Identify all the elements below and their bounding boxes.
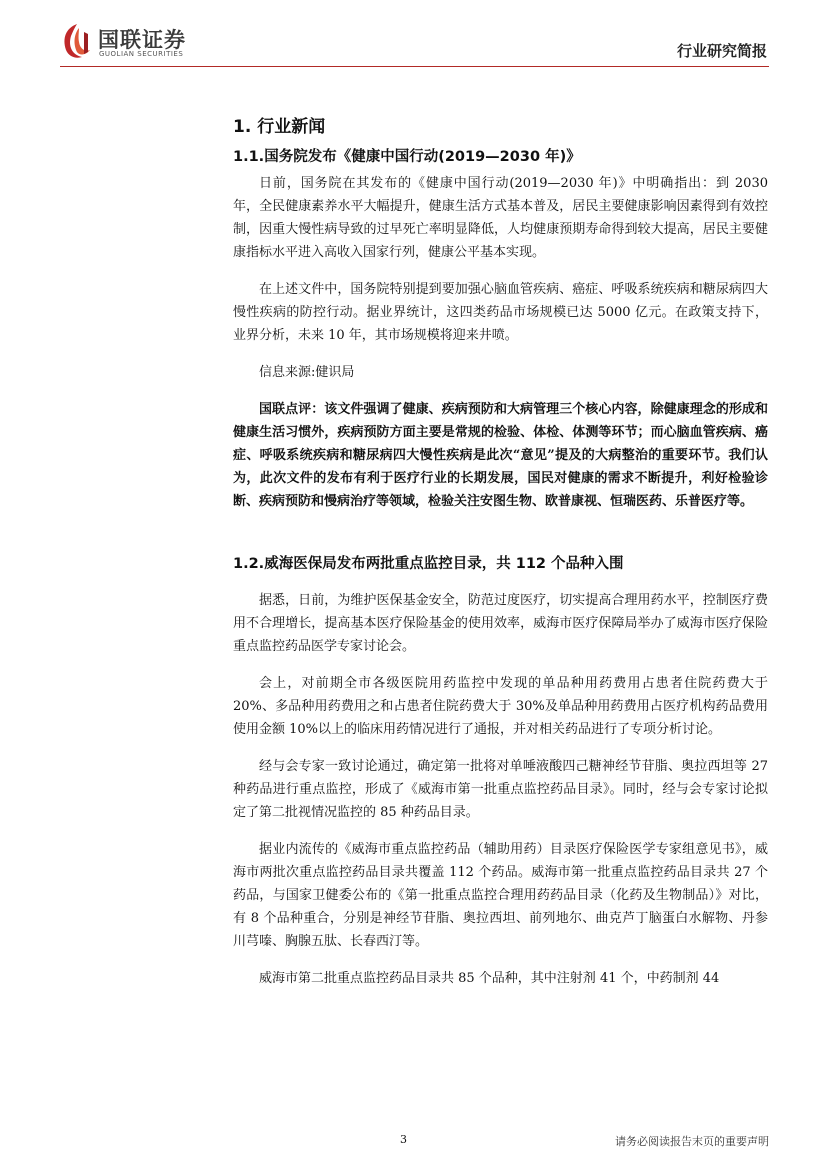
news2-paragraph-5: 威海市第二批重点监控药品目录共 85 个品种，其中注射剂 41 个，中药制剂 44 [259,971,720,986]
footer-disclaimer: 请务必阅读报告末页的重要声明 [615,1135,769,1148]
logo-text-cn: 国联证券 [98,28,186,52]
news1-paragraph-1: 日前，国务院在其发布的《健康中国行动(2019—2030 年)》中明确指出：到 2030 年，全民健康素养水平大幅提升，健康生活方式基本普及，居民主要健康影响因素得到有效控制，因重大慢性病导致的过早死亡率明显降低，人均健康预期寿命得到较大提高，居民主要健康指标水平进入高收入国家行列，健康公平基本实现。 [233,176,768,260]
news2-paragraph-2: 会上，对前期全市各级医院用药监控中发现的单品种用药费用占患者住院药费大于 20%、多品种用药费用之和占患者住院药费大于 30%及单品种用药费用占医疗机构药品费用使用金额 10%以上的临床用药情况进行了通报，并对相关药品进行了专项分析讨论。 [233,676,768,737]
news2-paragraph-3: 经与会专家一致讨论通过，确定第一批将对单唾液酸四己糖神经节苷脂、奥拉西坦等 27 种药品进行重点监控，形成了《威海市第一批重点监控药品目录》。同时，经与会专家讨论拟定了第二批视情况监控的 85 种药品目录。 [233,759,768,820]
report-body [233,100,768,1004]
header-divider [60,66,769,67]
guolian-logo-icon [60,22,94,60]
section-title: 1. 行业新闻 [233,117,326,137]
page-header [0,0,827,70]
news2-paragraph-4: 据业内流传的《威海市重点监控药品（辅助用药）目录医疗保险医学专家组意见书》，威海市两批次重点监控药品目录共覆盖 112 个药品。威海市第一批重点监控药品目录共 27 个药品，与国家卫健委公布的《第一批重点监控合理用药药品目录（化药及生物制品）》对比，有 8 个品种重合，分别是神经节苷脂、奥拉西坦、前列地尔、曲克芦丁脑蛋白水解物、丹参川芎嗪、胸腺五肽、长春西汀等。 [233,842,768,949]
news1-source: 信息来源:健识局 [259,365,355,380]
news1-comment: 国联点评：该文件强调了健康、疾病预防和大病管理三个核心内容，除健康理念的形成和健康生活习惯外，疾病预防方面主要是常规的检验、体检、体测等环节；而心脑血管疾病、癌症、呼吸系统疾病和糖尿病四大慢性疾病是此次“意见”提及的大病整治的重要环节。我们认为，此次文件的发布有利于医疗行业的长期发展，国民对健康的需求不断提升，利好检验诊断、疾病预防和慢病治疗等领域，检验关注安图生物、欧普康视、恒瑞医药、乐普医疗等。 [233,402,768,509]
news1-paragraph-2: 在上述文件中，国务院特别提到要加强心脑血管疾病、癌症、呼吸系统疾病和糖尿病四大慢性疾病的防控行动。据业界统计，这四类药品市场规模已达 5000 亿元。在政策支持下，业界分析，未来 10 年，其市场规模将迎来井喷。 [233,282,768,343]
page-number: 3 [400,1133,407,1146]
news2-paragraph-1: 据悉，日前，为维护医保基金安全，防范过度医疗，切实提高合理用药水平，控制医疗费用不合理增长，提高基本医疗保险基金的使用效率，威海市医疗保障局举办了威海市医疗保险重点监控药品医学专家讨论会。 [233,593,768,654]
news2-title: 1.2.威海医保局发布两批重点监控目录，共 112 个品种入围 [233,556,624,572]
logo-text-en: GUOLIAN SECURITIES [99,50,184,58]
company-logo [60,22,240,62]
news1-title: 1.1.国务院发布《健康中国行动(2019—2030 年)》 [233,149,581,165]
page-footer [60,1133,769,1153]
report-type-label: 行业研究简报 [676,42,767,60]
